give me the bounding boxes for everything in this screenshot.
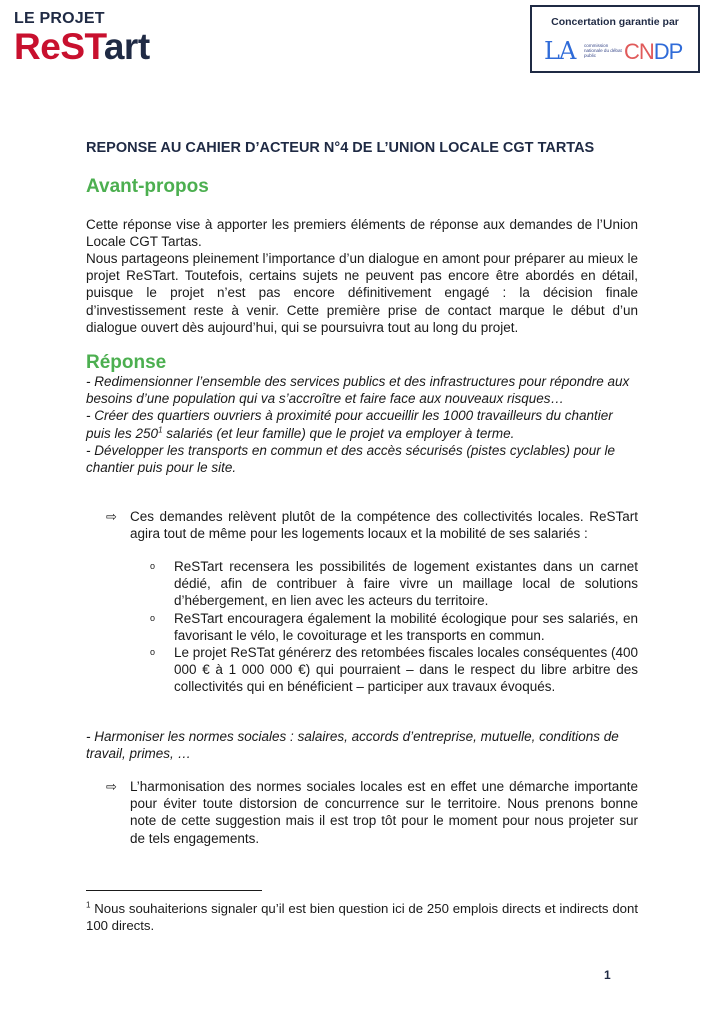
footnote-divider [86, 890, 262, 891]
footnote-text: Nous souhaiterions signaler qu’il est bien question ici de 250 emplois directs et indirects dont 100 directs. [86, 901, 638, 933]
avant-propos-heading: Avant-propos [86, 176, 209, 197]
cndp-la: LA [544, 37, 576, 65]
demands-list [86, 373, 638, 476]
circle-bullet-icon: o [150, 612, 156, 623]
response-2 [106, 778, 638, 847]
footnote-number: 1 [86, 900, 91, 910]
response-2-text: L’harmonisation des normes sociales locales est en effet une démarche importante pour éviter toute distorsion de concurrence sur le territoire. Nous prenons bonne note de cette suggestion mais il est trop tôt pour le moment pour nous projeter sur de tels engagements. [130, 779, 638, 846]
reponse-heading: Réponse [86, 352, 167, 373]
demand-2 [86, 407, 638, 441]
logo-art: art [103, 26, 150, 67]
document-title: REPONSE AU CAHIER D’ACTEUR N°4 DE L’UNION LOCALE CGT TARTAS [86, 140, 595, 156]
logo-st: ST [60, 26, 104, 67]
demand-3: - Développer les transports en commun et des accès sécurisés (pistes cyclables) pour le chantier puis pour le site. [86, 442, 615, 476]
footnote [86, 900, 638, 934]
circle-bullet-icon: o [150, 561, 156, 571]
footnote-ref: 1 [158, 425, 163, 435]
demand-4: - Harmoniser les normes sociales : salaires, accords d’entreprise, mutuelle, conditions de travail, primes, … [86, 729, 619, 762]
response-1 [106, 508, 638, 542]
cndp-badge [530, 5, 700, 73]
logo-wordmark [14, 28, 150, 66]
sub-item [150, 610, 638, 644]
avant-propos-paragraph-2: Nous partageons pleinement l’importance d’un dialogue en amont pour préparer au mieux le projet ReSTart. Toutefois, certains sujets ne peuvent pas encore être abordés en détail, puisque le projet n’est pas encore définitivement engagé : la décision finale d’investissement reste à venir. Cette première prise de contact marque le début d’un dialogue ouvert dès aujourd’hui, qui se poursuivra tout au long du projet. [86, 251, 638, 335]
sub-item [150, 558, 638, 610]
cndp-acronym [624, 39, 682, 65]
response-1-sublist [150, 558, 638, 696]
avant-propos-paragraph-1: Cette réponse vise à apporter les premiers éléments de réponse aux demandes de l’Union Locale CGT Tartas. [86, 217, 638, 250]
sub-item [150, 644, 638, 696]
circle-bullet-icon: o [150, 647, 156, 658]
restart-logo [14, 10, 150, 66]
cndp-acronym-b: DP [653, 39, 683, 64]
arrow-bullet-icon: ⇨ [106, 509, 117, 524]
arrow-bullet-icon: ⇨ [106, 779, 117, 794]
sub-item-text: ReSTart encouragera également la mobilité écologique pour ses salariés, en favorisant le vélo, le covoiturage et les transports en commun. [174, 610, 638, 643]
sub-item-text: ReSTart recensera les possibilités de logement existantes dans un carnet dédié, afin de contribuer à faire vivre un maillage local de solutions d’hébergement, en lien avec les acteurs du territoire. [174, 559, 638, 609]
logo-top-text: LE PROJET [14, 10, 105, 27]
cndp-small-text: commission nationale du débat public [584, 43, 622, 59]
logo-re: Re [14, 26, 61, 67]
sub-item-text: Le projet ReSTat générerz des retombées fiscales locales conséquentes (400 000 € à 1 000 000 €) qui pourraient – dans le respect du libre arbitre des collectivités qui en bénéficient – participer aux travaux évoqués. [174, 645, 638, 695]
cndp-logo [544, 37, 690, 67]
cndp-badge-title: Concertation garantie par [551, 16, 679, 28]
cndp-acronym-a: CN [624, 39, 654, 64]
page-number: 1 [604, 968, 611, 982]
demand-1: - Redimensionner l’ensemble des services publics et des infrastructures pour répondre aux besoins d’une population qui va s’accroître et faire face aux nouveaux risques… [86, 374, 630, 407]
demand-2-text-a: - Créer des quartiers ouvriers à proximité pour accueillir les 1000 travailleurs du chantier puis les 250 [86, 408, 613, 441]
demand-2-text-b: salariés (et leur famille) que le projet va employer à terme. [162, 425, 515, 441]
response-1-text: Ces demandes relèvent plutôt de la compétence des collectivités locales. ReSTart agira tout de même pour les logements locaux et la mobilité de ses salariés : [130, 509, 638, 542]
